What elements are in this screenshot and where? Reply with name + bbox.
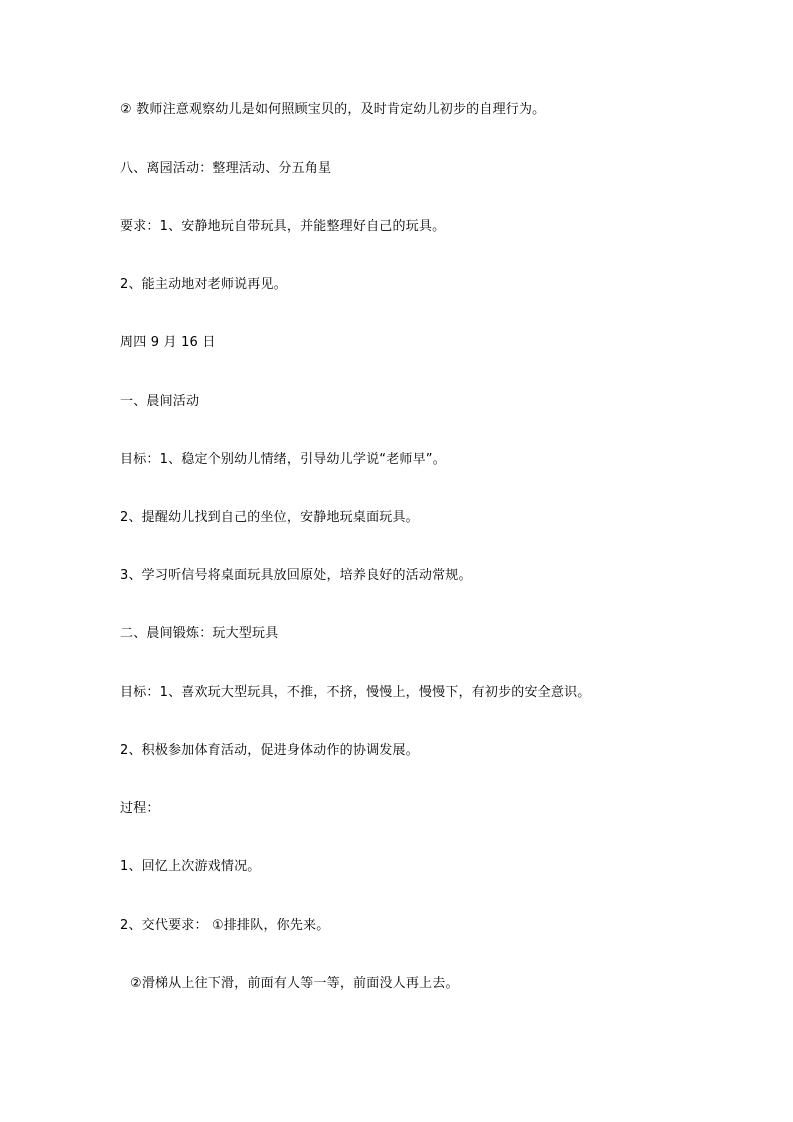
- heading-section-one: 一、晨间活动: [120, 394, 200, 409]
- paragraph-slide-rule: ②滑梯从上往下滑，前面有人等一等，前面没人再上去。: [130, 976, 459, 991]
- paragraph-goal-1: 目标：1、稳定个别幼儿情绪，引导幼儿学说“老师早”。: [120, 452, 446, 467]
- paragraph-teacher-observation: ② 教师注意观察幼儿是如何照顾宝贝的，及时肯定幼儿初步的自理行为。: [120, 102, 546, 117]
- heading-section-two: 二、晨间锻炼：玩大型玩具: [120, 626, 279, 641]
- paragraph-process-1: 1、回忆上次游戏情况。: [120, 859, 261, 874]
- heading-process: 过程：: [120, 801, 160, 816]
- paragraph-exercise-goal-1: 目标：1、喜欢玩大型玩具，不推，不挤，慢慢上，慢慢下，有初步的安全意识。: [120, 685, 591, 700]
- heading-date: 周四 9 月 16 日: [120, 335, 216, 350]
- paragraph-process-2: 2、交代要求： ①排排队，你先来。: [120, 918, 330, 933]
- paragraph-exercise-goal-2: 2、积极参加体育活动，促进身体动作的协调发展。: [120, 743, 419, 758]
- paragraph-goal-3: 3、学习听信号将桌面玩具放回原处，培养良好的活动常规。: [120, 568, 472, 583]
- paragraph-requirement-1: 要求：1、安静地玩自带玩具，并能整理好自己的玩具。: [120, 219, 446, 234]
- heading-section-eight: 八、离园活动：整理活动、分五角星: [120, 161, 332, 176]
- paragraph-requirement-2: 2、能主动地对老师说再见。: [120, 277, 287, 292]
- paragraph-goal-2: 2、提醒幼儿找到自己的坐位，安静地玩桌面玩具。: [120, 510, 419, 525]
